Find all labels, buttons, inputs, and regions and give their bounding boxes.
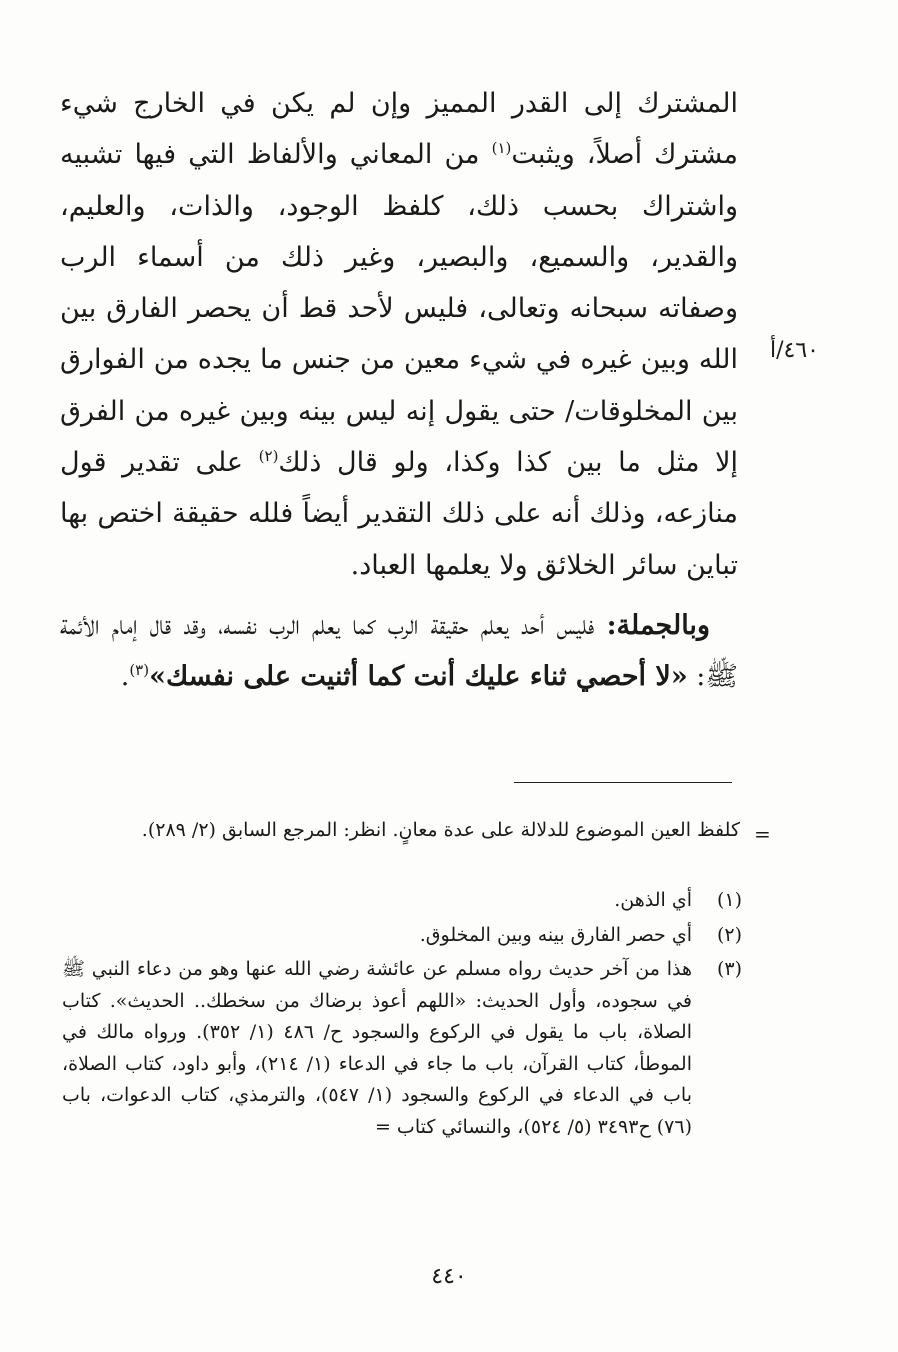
footnotes-list [62, 885, 742, 1146]
footnote-1 [62, 885, 742, 917]
footnote-number: (١) [716, 889, 742, 911]
footnote-number: (٣) [716, 958, 742, 980]
footnote-ref-2: (٢) [258, 447, 279, 466]
footnote-text: أي الذهن. [614, 889, 692, 911]
paragraph-2-lead: وبالجملة: [606, 609, 710, 641]
manuscript-folio-ref: ٤٦٠/أ [770, 338, 819, 363]
footnote-separator [514, 782, 732, 783]
footnote-text: أي حصر الفارق بينه وبين المخلوق. [419, 923, 692, 946]
paragraph-2-end: . [120, 661, 130, 693]
footnote-continuation: كلفظ العين الموضوع للدلالة على عدة معانٍ. انظر: المرجع السابق (٢/ ٢٨٩). [141, 819, 740, 841]
footnote-text: هذا من آخر حديث رواه مسلم عن عائشة رضي الله عنها وهو من دعاء النبي ﷺ في سجوده، وأول الحديث: «اللهم أعوذ برضاك من سخطك.. الحديث». كتاب الصلاة، باب ما يقول في الركوع والسجود ح/ ٤٨٦ (١/ ٣٥٢). ورواه مالك في الموطأ، كتاب القرآن، باب ما جاء في الدعاء (١/ ٢١٤)، وأبو داود، كتاب الصلاة، باب في الدعاء في الركوع والسجود (١/ ٥٤٧)، والترمذي، كتاب الدعوات، باب (٧٦) ح٣٤٩٣ (٥/ ٥٢٤)، والنسائي كتاب = [62, 958, 692, 1138]
hadith-quote: «لا أحصي ثناء عليك أنت كما أثنيت على نفسك» [149, 661, 688, 693]
paragraph-1 [60, 78, 738, 591]
paragraph-1-text-a: المشترك إلى القدر المميز وإن لم يكن في الخارج شيء مشترك أصلاً، ويثبت [60, 88, 738, 171]
footnote-ref-3: (٣) [129, 661, 150, 680]
footnote-2 [62, 920, 742, 952]
footnote-continuation-mark: = [754, 822, 771, 846]
footnote-3 [62, 954, 742, 1143]
footnote-number: (٢) [716, 923, 742, 946]
paragraph-1-text-c: على تقدير قول منازعه، وذلك أنه على ذلك التقدير أيضاً فلله حقيقة اختص بها تباين سائر الخلائق ولا يعلمها العباد. [60, 447, 738, 581]
main-text [60, 78, 738, 703]
paragraph-2 [60, 600, 738, 703]
paragraph-1-text-b: من المعاني والألفاظ التي فيها تشبيه واشتراك بحسب ذلك، كلفظ الوجود، والذات، والعليم، والقدير، والسميع، والبصير، وغير ذلك من أسماء الرب وصفاته سبحانه وتعالى، فليس لأحد قط أن يحصر الفارق بين الله وبين غيره في شيء معين من جنس ما يجده من الفوارق بين المخلوقات/ حتى يقول إنه ليس بينه وبين غيره من الفرق إلا مثل ما بين كذا وكذا، ولو قال ذلك [60, 139, 738, 479]
page-number: ٤٤٠ [431, 1264, 467, 1289]
paragraph-2-text: فليس أحد يعلم حقيقة الرب كما يعلم الرب نفسه، وقد قال إمام الأئمة ﷺ: [60, 609, 738, 693]
footnote-ref-1: (١) [491, 139, 512, 158]
